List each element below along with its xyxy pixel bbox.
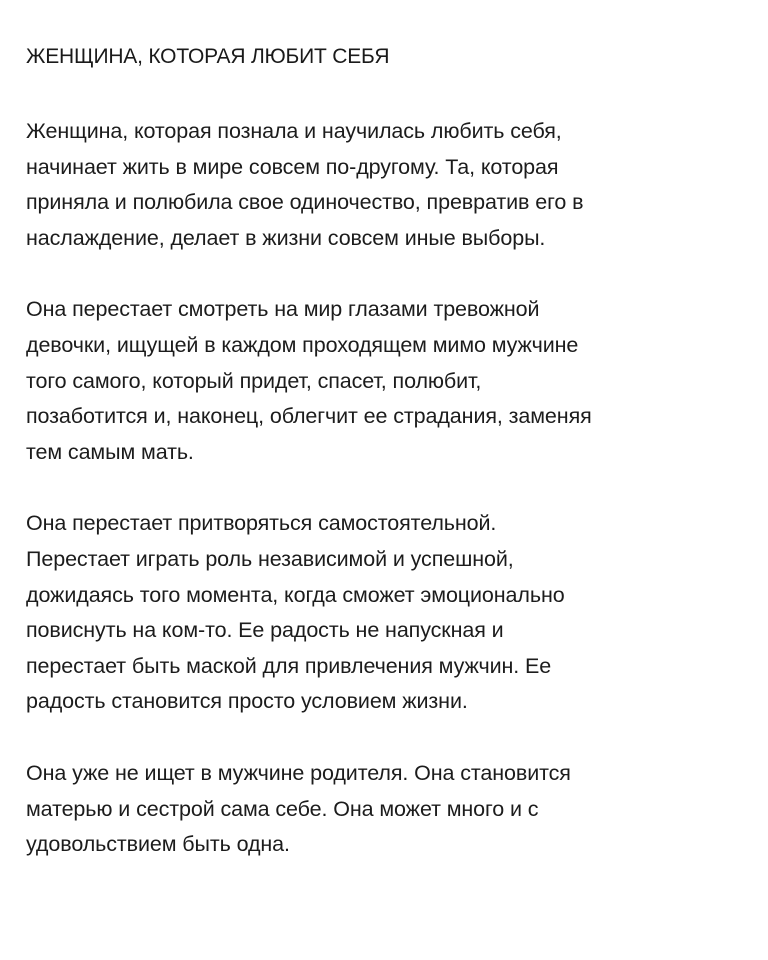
text-line: наслаждение, делает в жизни совсем иные выборы. — [26, 225, 546, 250]
paragraph-4 — [26, 756, 742, 863]
text-line: начинает жить в мире совсем по-другому. Та, которая — [26, 154, 559, 179]
paragraph-3 — [26, 506, 742, 720]
text-line: позаботится и, наконец, облегчит ее страдания, заменяя — [26, 404, 592, 429]
text-line: дожидаясь того момента, когда сможет эмоционально — [26, 582, 565, 607]
text-line: удовольствием быть одна. — [26, 832, 290, 857]
text-line: Она перестает притворяться самостоятельной. — [26, 511, 497, 536]
text-line: Перестает играть роль независимой и успешной, — [26, 546, 514, 571]
text-line: Она перестает смотреть на мир глазами тревожной — [26, 297, 540, 322]
text-line: радость становится просто условием жизни. — [26, 689, 468, 714]
text-line: тем самым мать. — [26, 439, 194, 464]
post-title: ЖЕНЩИНА, КОТОРАЯ ЛЮБИТ СЕБЯ — [26, 45, 390, 68]
text-line: повиснуть на ком-то. Ее радость не напускная и — [26, 618, 504, 643]
text-line: девочки, ищущей в каждом проходящем мимо мужчине — [26, 332, 579, 357]
text-line: Женщина, которая познала и научилась любить себя, — [26, 119, 562, 143]
post-text — [26, 40, 742, 899]
text-line: того самого, который придет, спасет, полюбит, — [26, 368, 482, 393]
text-line: матерью и сестрой сама себе. Она может много и с — [26, 796, 539, 821]
text-line: Она уже не ищет в мужчине родителя. Она становится — [26, 760, 571, 785]
paragraph-1 — [26, 114, 742, 256]
paragraph-2 — [26, 292, 742, 470]
text-line: перестает быть маской для привлечения мужчин. Ее — [26, 653, 552, 678]
text-line: приняла и полюбила свое одиночество, превратив его в — [26, 190, 584, 215]
